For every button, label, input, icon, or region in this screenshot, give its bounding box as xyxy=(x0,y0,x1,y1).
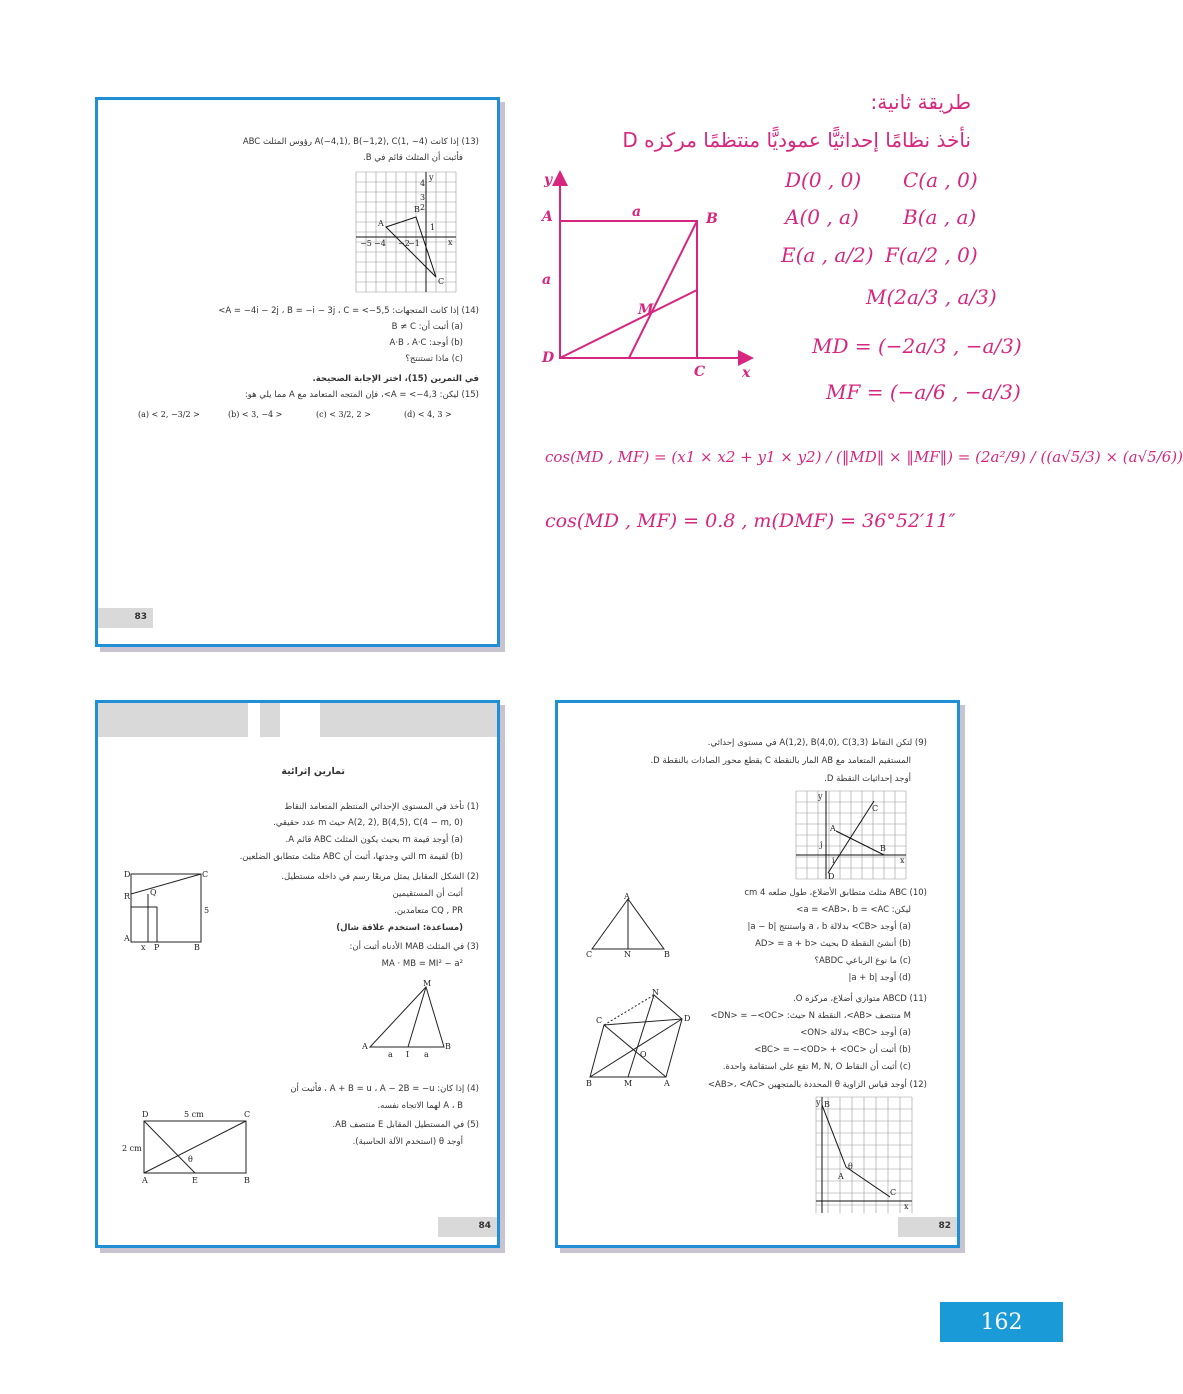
figure-label: y xyxy=(818,792,823,801)
figure-label: C xyxy=(586,950,593,959)
figure-label: 2 cm xyxy=(122,1144,142,1153)
q2-text: (2) الشكل المقابل يمثل مربعًا رسم في داخله مستطيل. xyxy=(281,872,479,882)
q3-text: (3) في المثلث MAB الأدناه أثبت أن: xyxy=(349,942,479,952)
point-D: D(0 , 0) xyxy=(785,168,862,192)
figure-label: A xyxy=(362,1042,368,1051)
page-number-84: 84 xyxy=(438,1217,497,1237)
figure-label: C xyxy=(596,1016,603,1025)
point-C: C(a , 0) xyxy=(903,168,978,192)
fig-label-a-left: a xyxy=(542,272,552,288)
figure-label: i xyxy=(832,856,835,865)
fig-label-x: x xyxy=(742,365,751,381)
q15-title: في التمرين (15)، اختر الإجابة الصحيحة. xyxy=(312,374,479,384)
point-F: F(a/2 , 0) xyxy=(885,243,978,267)
q1c-text: (a) أوجد قيمة m بحيث يكون المثلث ABC قائم A. xyxy=(285,835,463,845)
figure-label: Q xyxy=(150,888,157,897)
q10b-text: ليكن: a = <AB>، b = <AC> xyxy=(796,905,911,915)
q2b-text: أثبت أن المستقيمين xyxy=(392,889,463,899)
figure-label: a xyxy=(388,1050,393,1059)
fig-label-y: y xyxy=(544,172,553,188)
figure-label: C xyxy=(890,1188,897,1197)
figure-label: R xyxy=(124,892,131,901)
q9-text: (9) لتكن النقاط A(1,2), B(4,0), C(3,3) في مستوى إحداثي. xyxy=(707,738,927,748)
figure-label: D xyxy=(828,872,835,881)
thumbnail-page-82[interactable] xyxy=(555,700,960,1248)
triangle-mab-figure xyxy=(360,979,455,1059)
figure-label: M xyxy=(624,1079,633,1088)
figure-label: B xyxy=(824,1100,830,1109)
label-x: x xyxy=(448,238,453,247)
figure-label: A xyxy=(142,1176,148,1185)
q10d-text: (b) أنشئ النقطة D بحيث <AD> = a + b xyxy=(755,939,911,949)
figure-label: O xyxy=(640,1050,647,1059)
figure-label: N xyxy=(652,988,659,997)
header-gap-1 xyxy=(248,703,260,737)
page-number-82: 82 xyxy=(898,1217,957,1237)
q11c-text: (a) أوجد <BC> بدلالة <ON> xyxy=(800,1028,911,1038)
q1d-text: (b) لقيمة m التي وجدتها، أثبت أن ABC مثلث متطابق الضلعين. xyxy=(239,852,463,862)
figure-label: B xyxy=(880,844,886,853)
figure-label: j xyxy=(820,840,823,849)
fig-label-D: D xyxy=(542,350,555,366)
figure-label: B xyxy=(194,943,200,952)
figure-label: A xyxy=(838,1172,844,1181)
cos-formula: cos(MD , MF) = (x1 × x2 + y1 × y2) / (‖MD‖ × ‖MF‖) = (2a²/9) / ((a√5/3) × (a√5/6)) xyxy=(545,448,1183,466)
figure-label: B xyxy=(244,1176,250,1185)
q12-grid-figure xyxy=(816,1097,912,1215)
equilateral-triangle-figure xyxy=(584,893,674,963)
q9b-text: المستقيم المتعامد مع AB المار بالنقطة C يقطع محور الصادات بالنقطة D. xyxy=(650,756,911,766)
q2c-text: CQ , PR متعامدين. xyxy=(394,906,463,916)
rectangle-theta-figure xyxy=(122,1107,262,1187)
point-B: B(a , a) xyxy=(903,205,977,229)
square-figure xyxy=(536,166,766,384)
page-number-83: 83 xyxy=(98,608,153,628)
figure-label: P xyxy=(154,943,160,952)
q14-text: (14) إذا كانت المتجهات: A = −4i − 2j ، B = −i − 3j ، C = <−5,5> xyxy=(218,306,479,316)
figure-label: 5 xyxy=(204,906,210,915)
figure-label: A xyxy=(830,824,836,833)
figure-label: D xyxy=(142,1110,149,1119)
figure-label: B xyxy=(664,950,670,959)
figure-label: B xyxy=(586,1079,592,1088)
point-M: M(2a/3 , a/3) xyxy=(866,285,997,309)
figure-label: E xyxy=(192,1176,198,1185)
q3b-text: MA · MB = MI² − a² xyxy=(381,959,463,969)
label-B: B xyxy=(414,205,420,214)
figure-label: θ xyxy=(188,1155,193,1164)
tick-n4: −4 xyxy=(374,239,386,248)
q14c-text: (c) ماذا تستنتج؟ xyxy=(405,354,463,364)
q11-text: (11) ABCD متوازي أضلاع، مركزه O. xyxy=(793,994,927,1004)
figure-label: A xyxy=(664,1079,670,1088)
q4b-text: A ، B لهما الاتجاه نفسه. xyxy=(377,1101,463,1111)
thumbnail-page-84[interactable] xyxy=(95,700,500,1248)
tick-p4: 4 xyxy=(420,179,426,188)
fig-label-a-top: a xyxy=(632,204,642,220)
tick-p2: 2 xyxy=(420,203,426,212)
q13-sub: فأثبت أن المثلث قائم في B. xyxy=(362,153,463,163)
page-number-badge: 162 xyxy=(940,1302,1063,1342)
figure-label: I xyxy=(406,1050,410,1059)
figure-label: x xyxy=(141,943,146,952)
tick-p3: 3 xyxy=(420,193,426,202)
option-b[interactable]: (b) < 3, −4 > xyxy=(228,410,283,419)
q14a-text: (a) أثبت أن: B ≠ C xyxy=(391,322,463,332)
q9-grid-figure xyxy=(796,791,908,881)
fig-label-A: A xyxy=(542,209,553,225)
figure-label: A xyxy=(624,892,630,901)
q10e-text: (c) ما نوع الرباعي ABDC؟ xyxy=(814,956,911,966)
grid-lines xyxy=(356,172,456,292)
figure-label: 5 cm xyxy=(184,1110,204,1119)
vector-MF: MF = (−a/6 , −a/3) xyxy=(826,380,1021,404)
square-abcd xyxy=(560,221,697,358)
q10f-text: (d) أوجد |a + b| xyxy=(848,973,911,983)
q9c-text: أوجد إحداثيات النقطة D. xyxy=(824,774,911,784)
figure-label: x xyxy=(900,856,905,865)
thumbnail-page-83[interactable] xyxy=(95,97,500,647)
figure-label: θ xyxy=(848,1162,853,1171)
method-heading: طريقة ثانية: xyxy=(870,90,971,114)
q12-text: (12) أوجد قياس الزاوية θ المحددة بالمتجهين <AB>، <AC> xyxy=(707,1080,927,1090)
figure-label: D xyxy=(124,870,131,879)
point-E: E(a , a/2) xyxy=(781,243,874,267)
figure-label: x xyxy=(904,1202,909,1211)
header-gap-2 xyxy=(280,703,320,737)
parallelogram-figure xyxy=(582,989,702,1087)
q14b-text: (b) أوجد: A·B ، A·C xyxy=(389,338,463,348)
figure-label: C xyxy=(872,804,879,813)
figure-label: B xyxy=(445,1042,451,1051)
cos-result: cos(MD , MF) = 0.8 , m(DMF) = 36°52′11″ xyxy=(545,510,956,532)
vector-MD: MD = (−2a/3 , −a/3) xyxy=(812,334,1022,358)
figure-label: D xyxy=(684,1014,691,1023)
figure-label: A xyxy=(124,934,130,943)
fig-label-C: C xyxy=(694,364,706,380)
line-d-e xyxy=(560,290,697,358)
figure-label: y xyxy=(816,1098,821,1107)
q11e-text: (c) أثبت أن النقاط M, N, O تقع على استقامة واحدة. xyxy=(722,1062,911,1072)
figure-label: C xyxy=(244,1110,251,1119)
q13-grid-figure xyxy=(356,172,458,294)
q1-text: (1) تأخذ في المستوى الإحداثي المنتظم المتعامد النقاط xyxy=(284,802,479,812)
figure-label: C xyxy=(202,870,209,879)
label-C: C xyxy=(438,277,445,286)
option-a[interactable]: (a) < 2, −3/2 > xyxy=(138,410,200,419)
q10c-text: (a) أوجد <CB> بدلالة a ، b واستنتج |a − b| xyxy=(747,922,911,932)
q2d-text: (مساعدة: استخدم علاقة شال) xyxy=(336,923,463,933)
figure-label: N xyxy=(624,950,631,959)
q10-text: (10) ABC مثلث متطابق الأضلاع، طول ضلعه 4 cm xyxy=(744,888,927,898)
option-d[interactable]: (d) < 4, 3 > xyxy=(404,410,452,419)
figure-label: M xyxy=(423,979,432,988)
fig-label-M: M xyxy=(638,302,654,318)
q1b-text: A(2, 2), B(4,5), C(4 − m, 0) حيث m عدد حقيقي. xyxy=(273,818,463,828)
label-A: A xyxy=(378,219,384,228)
tick-n2: −2 xyxy=(398,239,410,248)
q11b-text: M منتصف <AB>، النقطة N حيث: <DN> = −<OC> xyxy=(710,1011,911,1021)
point-A: A(0 , a) xyxy=(785,205,859,229)
q11d-text: (b) أثبت أن <BC> = −<OD> + <OC> xyxy=(754,1045,911,1055)
q5b-text: أوجد θ (استخدم الآلة الحاسبة). xyxy=(352,1137,463,1147)
q15-text: (15) ليكن: A = <−4,3>، فإن المتجه المتعامد مع A مما يلي هو: xyxy=(244,390,479,400)
tick-n1: −1 xyxy=(408,239,420,248)
method-instruction: نأخذ نظامًا إحداثيًّا عموديًّا منتظمًا مركزه D xyxy=(622,128,971,152)
label-y: y xyxy=(429,173,434,182)
figure-label: a xyxy=(424,1050,429,1059)
tick-p1: 1 xyxy=(430,223,436,232)
line-b-f xyxy=(629,221,697,358)
q4-text: (4) إذا كان: A + B = u ، A − 2B = −u ، فأثبت أن xyxy=(290,1084,479,1094)
tick-n5: −5 xyxy=(360,239,372,248)
q5-text: (5) في المستطيل المقابل E منتصف AB. xyxy=(332,1120,479,1130)
header-band xyxy=(98,703,497,737)
fig-label-B: B xyxy=(706,211,718,227)
option-c[interactable]: (c) < 3/2, 2 > xyxy=(316,410,371,419)
q13-text: (13) إذا كانت A(−4,1), B(−1,2), C(1, −4) رؤوس المثلث ABC xyxy=(242,137,479,147)
section-title: تمارين إثرائية xyxy=(281,766,345,777)
square-rectangle-figure xyxy=(122,869,217,951)
